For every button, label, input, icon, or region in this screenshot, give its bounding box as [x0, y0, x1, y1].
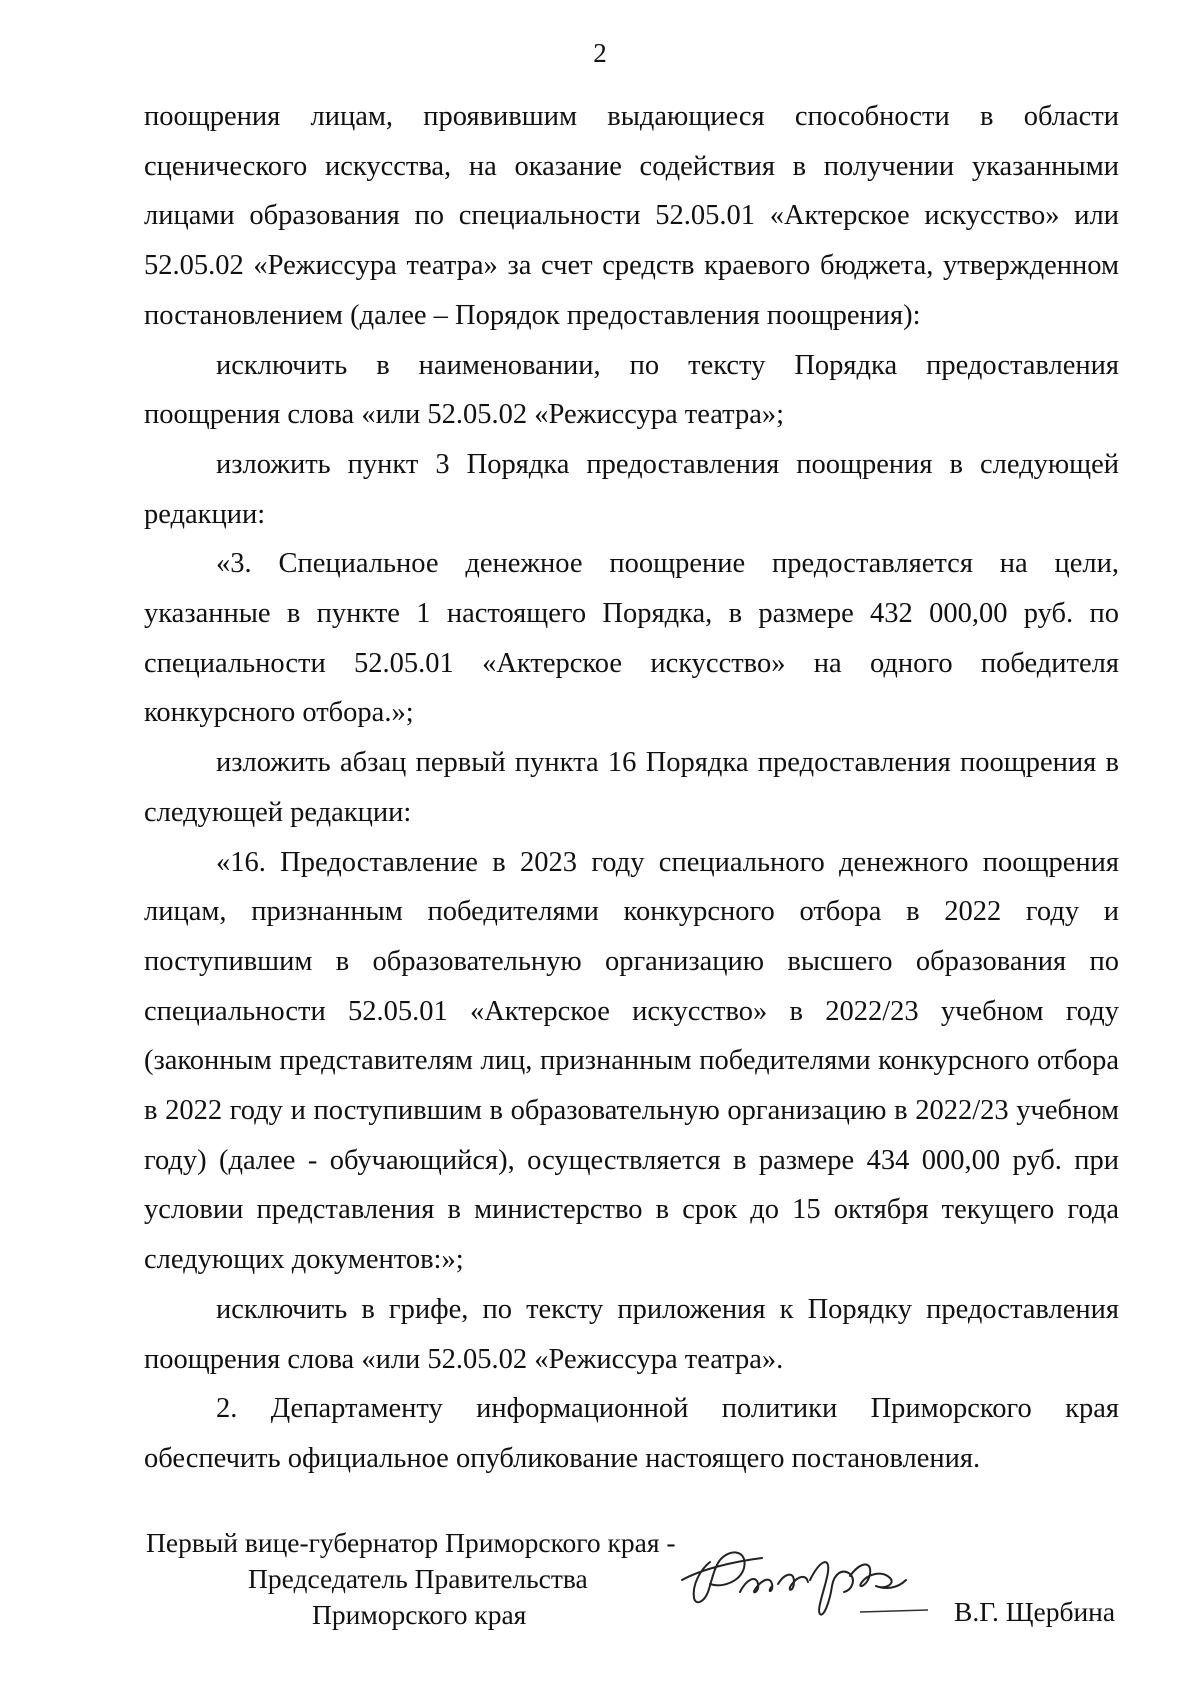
paragraph-6: «16. Предоставление в 2023 году специального денежного поощрения лицам, признанным победителями конкурсного отбора в 2022 году и поступившим в образовательную организацию высшего образования по специальности 52.05.01 «Актерское искусство» в 2022/23 учебном году (законным представителям лиц, признанным победителями конкурсного отбора в 2022 году и поступившим в образовательную организацию в 2022/23 учебном году) (далее - обучающийся), осуществляется в размере 434 000,00 руб. при условии представления в министерство в срок до 15 октября текущего года следующих документов:»;	[144, 846, 1119, 1276]
page-number: 2	[593, 38, 607, 68]
paragraph-2: исключить в наименовании, по тексту Порядка предоставления поощрения слова «или 52.05.02 «Режиссура театра»;	[144, 349, 1119, 431]
paragraph-4: «3. Специальное денежное поощрение предоставляется на цели, указанные в пункте 1 настоящего Порядка, в размере 432 000,00 руб. по специальности 52.05.01 «Актерское искусство» на одного победителя конкурсного отбора.»;	[144, 548, 1119, 729]
paragraph-5: изложить абзац первый пункта 16 Порядка предоставления поощрения в следующей редакции:	[144, 747, 1119, 828]
signatory-title-line-1: Первый вице-губернатор Приморского края -	[146, 1527, 676, 1558]
paragraph-7: исключить в грифе, по тексту приложения к Порядку предоставления поощрения слова «или 52.05.02 «Режиссура театра».	[144, 1293, 1119, 1375]
document-body	[144, 92, 1119, 1484]
signatory-name: В.Г. Щербина	[954, 1596, 1116, 1627]
signatory-title-line-2: Председатель Правительства	[248, 1563, 588, 1594]
signatory-title-line-3: Приморского края	[312, 1599, 527, 1630]
handwritten-signature	[670, 1540, 930, 1620]
paragraph-1: поощрения лицам, проявившим выдающиеся способности в области сценического искусства, на оказание содействия в получении указанными лицами образования по специальности 52.05.01 «Актерское искусство» или 52.05.02 «Режиссура театра» за счет средств краевого бюджета, утвержденном постановлением (далее – Порядок предоставления поощрения):	[144, 101, 1119, 331]
paragraph-8: 2. Департаменту информационной политики Приморского края обеспечить официальное опубликование настоящего постановления.	[144, 1393, 1119, 1474]
signatory-title	[146, 1525, 676, 1633]
paragraph-3: изложить пункт 3 Порядка предоставления поощрения в следующей редакции:	[144, 448, 1119, 530]
